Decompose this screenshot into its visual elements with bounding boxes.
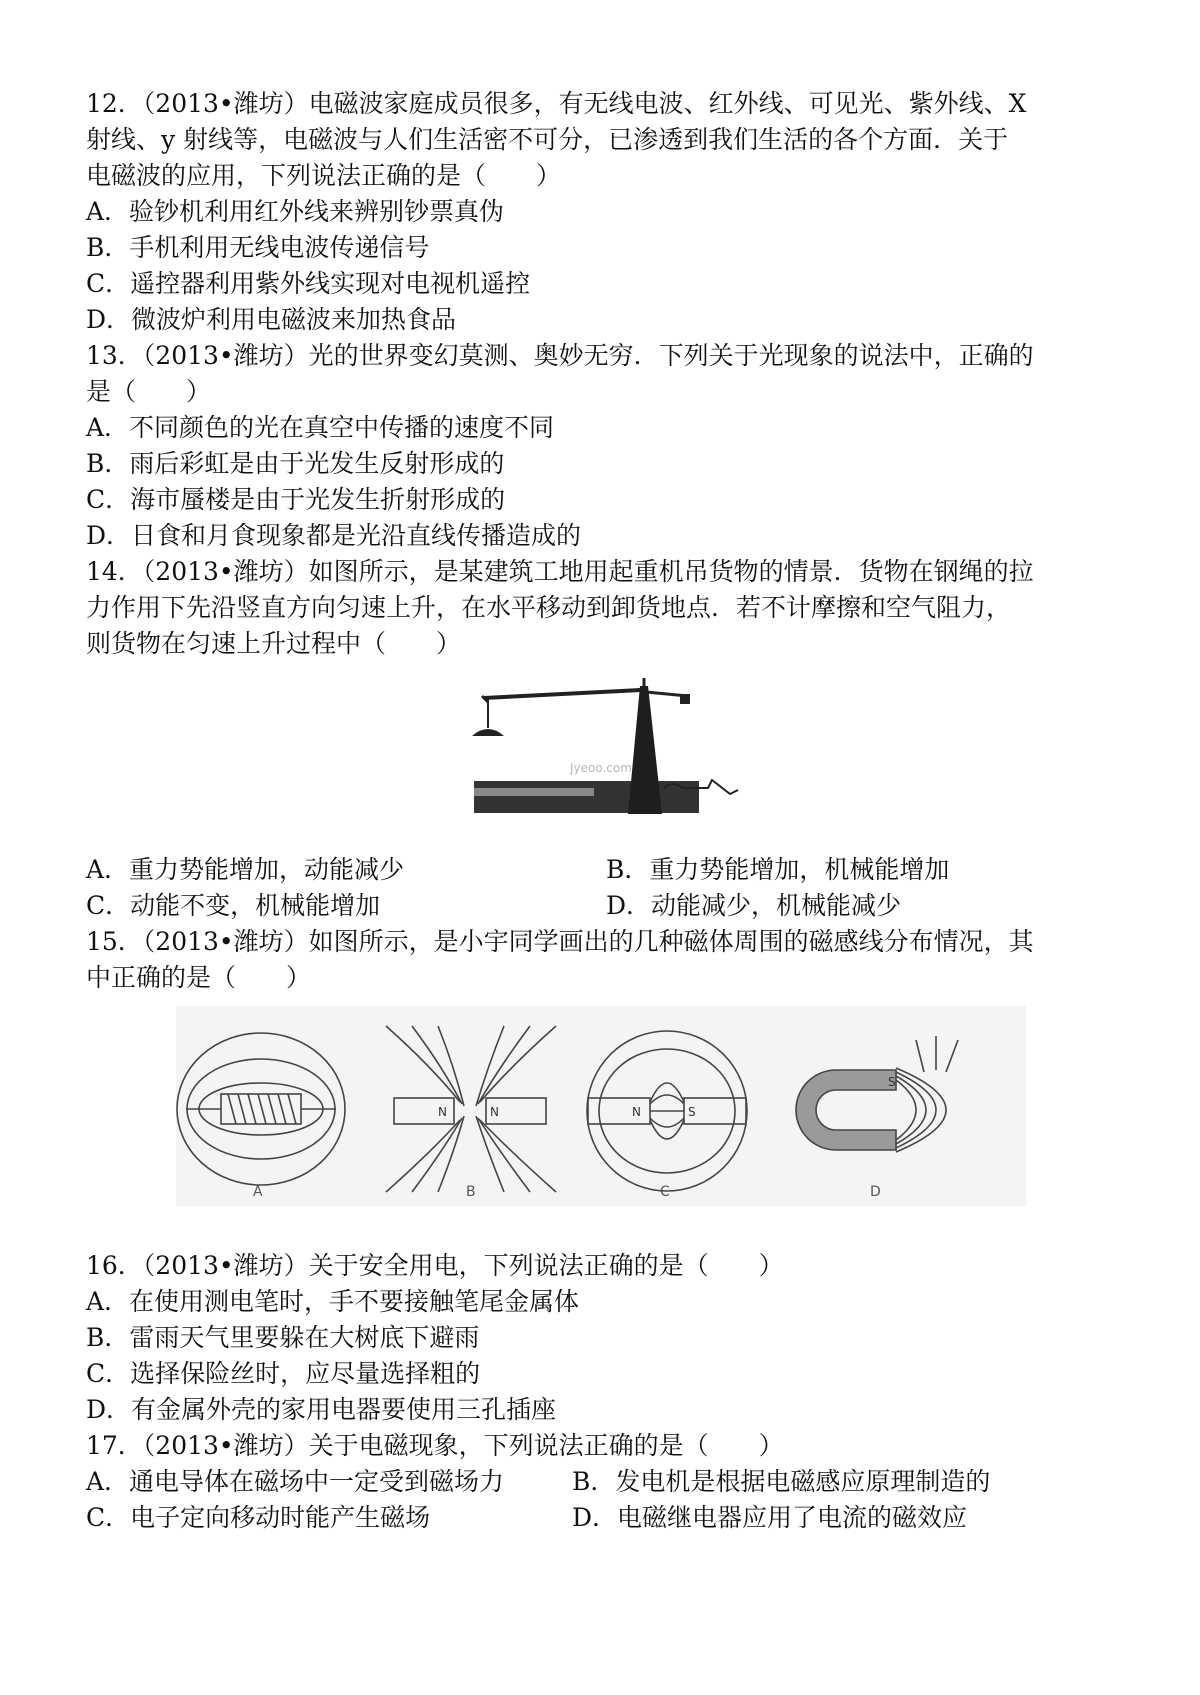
figure-watermark: Jyeoo.com [570, 761, 632, 775]
q14-option-b: B．重力势能增加，机械能增加 [606, 855, 950, 884]
q17-option-c: C．电子定向移动时能产生磁场 [86, 1503, 431, 1532]
q15-stem-line-2: 中正确的是（ ） [86, 963, 312, 992]
crane-ground [474, 781, 699, 813]
q12-stem-line-2: 射线、y 射线等，电磁波与人们生活密不可分，已渗透到我们生活的各个方面．关于 [86, 125, 1009, 154]
q13-option-c: C．海市蜃楼是由于光发生折射形成的 [86, 485, 506, 514]
q17-option-b: B．发电机是根据电磁感应原理制造的 [572, 1467, 991, 1496]
q17-stem-line-1: 17．（2013•潍坊）关于电磁现象，下列说法正确的是（ ） [86, 1431, 784, 1460]
q14-option-d: D．动能减少，机械能减少 [606, 891, 902, 920]
diagram-d-s: S [888, 1075, 896, 1089]
cargo-icon [472, 729, 504, 736]
q13-option-d: D．日食和月食现象都是光沿直线传播造成的 [86, 521, 582, 550]
q17-option-a: A．通电导体在磁场中一定受到磁场力 [86, 1467, 505, 1496]
diagram-b-n-right: N [490, 1105, 499, 1119]
q16-option-d: D．有金属外壳的家用电器要使用三孔插座 [86, 1395, 557, 1424]
q13-option-a: A．不同颜色的光在真空中传播的速度不同 [86, 413, 555, 442]
q12-option-d: D．微波炉利用电磁波来加热食品 [86, 305, 457, 334]
diagram-c-label: C [660, 1184, 670, 1200]
crane-jib [484, 690, 640, 698]
q16-option-c: C．选择保险丝时，应尽量选择粗的 [86, 1359, 481, 1388]
q14-option-c: C．动能不变，机械能增加 [86, 891, 381, 920]
q12-stem-line-1: 12．（2013•潍坊）电磁波家庭成员很多，有无线电波、红外线、可见光、紫外线、X [86, 89, 1027, 118]
diagram-b-label: B [466, 1184, 476, 1200]
q13-option-b: B．雨后彩虹是由于光发生反射形成的 [86, 449, 505, 478]
diagram-c-s: S [688, 1105, 696, 1119]
q15-stem-line-1: 15．（2013•潍坊）如图所示，是小宇同学画出的几种磁体周围的磁感线分布情况，其 [86, 927, 1034, 956]
crane-figure [468, 676, 744, 816]
diagram-d-label: D [870, 1184, 881, 1200]
crane-tower [628, 686, 662, 814]
q14-stem-line-3: 则货物在匀速上升过程中（ ） [86, 629, 462, 658]
q12-option-a: A．验钞机利用红外线来辨别钞票真伪 [86, 197, 505, 226]
q17-option-d: D．电磁继电器应用了电流的磁效应 [572, 1503, 968, 1532]
q12-stem-line-3: 电磁波的应用，下列说法正确的是（ ） [86, 161, 562, 190]
q12-option-b: B．手机利用无线电波传递信号 [86, 233, 430, 262]
q16-option-b: B．雷雨天气里要躲在大树底下避雨 [86, 1323, 480, 1352]
q16-option-a: A．在使用测电笔时，手不要接触笔尾金属体 [86, 1287, 580, 1316]
diagram-a-label: A [253, 1184, 263, 1200]
q13-stem-line-2: 是（ ） [86, 377, 212, 406]
q14-option-a: A．重力势能增加，动能减少 [86, 855, 405, 884]
diagram-c-n: N [632, 1105, 641, 1119]
q16-stem-line-1: 16．（2013•潍坊）关于安全用电，下列说法正确的是（ ） [86, 1251, 784, 1280]
magnetic-field-figure [176, 1006, 1026, 1206]
q14-stem-line-2: 力作用下先沿竖直方向匀速上升，在水平移动到卸货地点．若不计摩擦和空气阻力， [86, 593, 1012, 622]
diagram-b-n-left: N [438, 1105, 447, 1119]
q12-option-c: C．遥控器利用紫外线实现对电视机遥控 [86, 269, 531, 298]
q14-stem-line-1: 14．（2013•潍坊）如图所示，是某建筑工地用起重机吊货物的情景．货物在钢绳的拉 [86, 557, 1034, 586]
q13-stem-line-1: 13．（2013•潍坊）光的世界变幻莫测、奥妙无穷．下列关于光现象的说法中，正确的 [86, 341, 1034, 370]
